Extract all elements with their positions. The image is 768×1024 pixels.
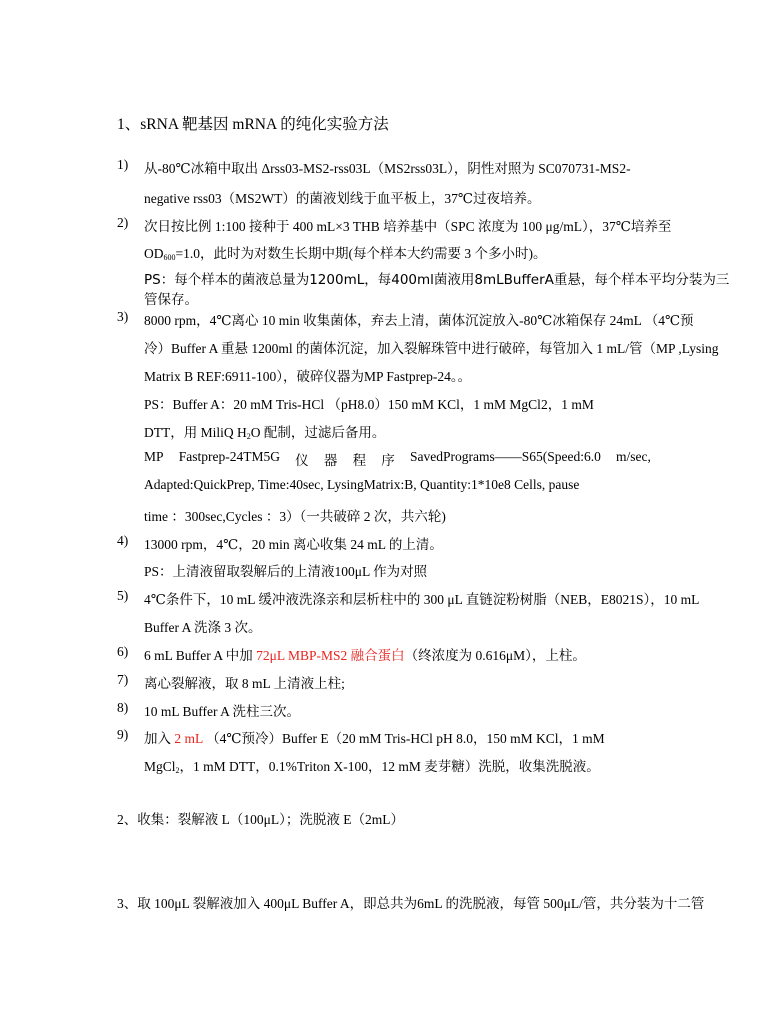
step-4-line-2: PS：上清液留取裂解后的上清液100μL 作为对照 xyxy=(144,564,428,579)
step-text: 加入 2 mL （4℃预冷）Buffer E（20 mM Tris-HCl pH 8.0，150 mM KCl，1 mM xyxy=(144,731,605,746)
step-text: 从-80℃冰箱中取出 Δrss03-MS2-rss03L（MS2rss03L），阴性对照为 SC070731-MS2- xyxy=(144,161,631,176)
section-3: 3、取 100μL 裂解液加入 400μL Buffer A，即总共为6mL 的洗脱液，每管 500μL/管，共分装为十二管 xyxy=(117,896,705,911)
highlight-text: 2 mL xyxy=(174,731,203,746)
step-text: 6 mL Buffer A 中加 72μL MBP-MS2 融合蛋白（终浓度为 0.616μM），上柱。 xyxy=(144,648,586,663)
step-text: 8000 rpm，4℃离心 10 min 收集菌体，弃去上清，菌体沉淀放入-80℃冰箱保存 24mL （4℃预 xyxy=(144,313,694,328)
step-9-line-2: MgCl$_2$，1 mM DTT，0.1%Triton X-100，12 mM 麦芽糖）洗脱，收集洗脱液。 xyxy=(144,759,600,775)
step-text: 离心裂解液，取 8 mL 上清液上柱; xyxy=(144,676,345,691)
step-number: 7) xyxy=(117,672,129,687)
step-3-line-2: 冷）Buffer A 重悬 1200ml 的菌体沉淀，加入裂解珠管中进行破碎，每管加入 1 mL/管（MP ,Lysing xyxy=(144,341,719,356)
step-number: 4) xyxy=(117,533,129,548)
step-text: 13000 rpm，4℃，20 min 离心收集 24 mL 的上清。 xyxy=(144,537,443,552)
step-5-line-2: Buffer A 洗涤 3 次。 xyxy=(144,620,262,635)
step-text: 10 mL Buffer A 洗柱三次。 xyxy=(144,704,300,719)
step-number: 3) xyxy=(117,309,129,324)
section-title: 1、sRNA 靶基因 mRNA 的纯化实验方法 xyxy=(117,116,389,133)
step-number: 8) xyxy=(117,700,129,715)
section-2: 2、收集：裂解液 L（100μL）；洗脱液 E（2mL） xyxy=(117,812,404,827)
step-number: 1) xyxy=(117,157,129,172)
step-3-mp-line-2: Adapted:QuickPrep, Time:40sec, LysingMatrix:B, Quantity:1*10e8 Cells, pause xyxy=(144,477,580,492)
highlight-text: 72μL MBP-MS2 融合蛋白 xyxy=(256,648,405,663)
step-number: 6) xyxy=(117,644,129,659)
step-3-mp-line-1: MP Fastprep-24TM5G 仪 器 程 序 SavedPrograms——S65(Speed:6.0 m/sec, xyxy=(144,449,651,468)
step-number: 2) xyxy=(117,215,129,230)
step-3-ps-line-2: DTT，用 MiliQ $H_2O$ 配制，过滤后备用。 xyxy=(144,425,386,441)
step-2-ps-line-2: 管保存。 xyxy=(144,292,198,308)
step-text: 4℃条件下，10 mL 缓冲液洗涤亲和层析柱中的 300 μL 直链淀粉树脂（NEB，E8021S），10 mL xyxy=(144,592,700,607)
step-1-line-2: negative rss03（MS2WT）的菌液划线于血平板上，37℃过夜培养。 xyxy=(144,191,541,206)
step-3-ps-line-1: PS：Buffer A：20 mM Tris-HCl （pH8.0）150 mM KCl，1 mM MgCl2，1 mM xyxy=(144,397,594,412)
step-3-mp-line-3: time ：300sec,Cycles ：3）（一共破碎 2 次，共六轮) xyxy=(144,509,446,524)
step-2-od-line: $OD_{600}=1.0$，此时为对数生长期中期(每个样本大约需要 3 个多小时)。 xyxy=(144,246,547,262)
step-number: 9) xyxy=(117,727,129,742)
step-text: 次日按比例 1:100 接种于 400 mL×3 THB 培养基中（SPC 浓度为 100 μg/mL），37℃培养至 xyxy=(144,219,672,234)
step-3-line-3: Matrix B REF:6911-100），破碎仪器为MP Fastprep-24。。 xyxy=(144,369,472,384)
step-number: 5) xyxy=(117,588,129,603)
step-2-ps-line-1: PS：每个样本的菌液总量为1200mL，每400ml菌液用8mLBufferA重悬，每个样本平均分装为三 xyxy=(144,272,730,288)
